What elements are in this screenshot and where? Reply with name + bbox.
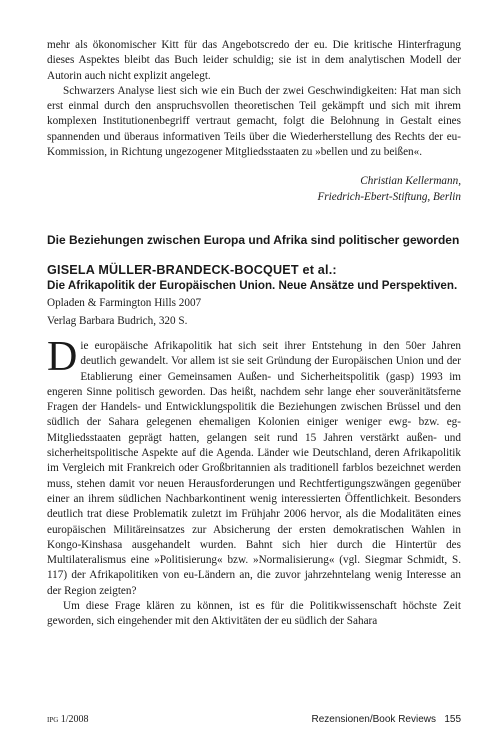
review-paragraph-1-text: ie europäische Afrikapolitik hat sich seit ihrer Entstehung in den 50er Jahren deutlich gewandelt. Vor allem ist sie seit Gründung der Europäischen Union und der Etablierung einer Gemeinsamen Außen- und Sicherheitspolitik (gasp) 1993 im engeren Sinne politisch geworden. Das heißt, nachdem sehr lange eher souveränitätsferne Fragen der Handels- und Entwicklungspolitik die Beziehungen zwischen Brüssel und den südlich der Sahara gelegenen ehemaligen Kolonien einiger weniger ewg- bzw. eg-Mitgliedsstaaten geprägt hatten, gelangen seit rund 15 Jahren verstärkt außen- und sicherheitspolitische Aspekte auf die Agenda. Länder wie Deutschland, deren Afrikapolitik im Vergleich mit Frankreich oder Großbritannien als traditionell farblos bezeichnet werden muss, stehen damit vor neuen Herausforderungen und Rechtfertigungszwängen gegenüber einer an ihrem südlichen Nachbarkontinent wenig interessierten Öffentlichkeit. Besonders deutlich trat diese Problematik zuletzt im Frühjahr 2006 hervor, als die Modalitäten eines europäischen Militäreinsatzes zur Absicherung der ersten demokratischen Wahlen in Kongo-Kinshasa ausgehandelt wurden. Bahnt sich hier durch die Hintertür des Multilateralismus eine »Politisierung« bzw. »Normalisierung« (vgl. Siegmar Schmidt, S. 117) der Afrikapolitiken von eu-Ländern an, die zuvor jahrzehntelang wenig Interesse an der Region zeigten? [47,339,461,597]
reviewer-name: Christian Kellermann, [360,175,461,188]
previous-review-paragraph-2: Schwarzers Analyse liest sich wie ein Buch der zwei Geschwindigkeiten: Hat man sich erst einmal durch den anspruchsvollen theoretischen Teil gekämpft und sich mit ihrem komplexen Institutionenbegriff vertraut gemacht, folgt die Belohnung in Gestalt eines spannenden und überaus informativen Teils über die Wiederherstellung des Rechts der eu-Kommission, in Richtung ungezogener Mitgliedsstaaten zu »bellen und zu beißen«. [47,84,461,159]
reviewer-affiliation: Friedrich-Ebert-Stiftung, Berlin [317,190,461,203]
footer-journal: ipg 1/2008 [47,714,89,725]
review-paragraph-1 [47,333,461,599]
footer-section-page: Rezensionen/Book Reviews 155 [311,714,461,725]
page-content [47,38,461,630]
book-title: Die Afrikapolitik der Europäischen Union. Neue Ansätze und Perspektiven. [47,278,458,292]
previous-review-paragraph-1: mehr als ökonomischer Kitt für das Angebotscredo der eu. Die kritische Hinterfragung dieses Aspektes bleibt das Buch leider schuldig; sie ist in dem analytischen Modell der Autorin auch nicht explizit angelegt. [47,39,461,82]
reviewer-signature [47,174,461,205]
drop-cap: D [47,333,78,380]
book-author: GISELA MÜLLER-BRANDECK-BOCQUET et al.: [47,262,337,277]
review-paragraph-2: Um diese Frage klären zu können, ist es für die Politikwissenschaft höchste Zeit geworden, sich eingehender mit den Aktivitäten der eu südlich der Sahara [47,600,461,628]
review-heading: Die Beziehungen zwischen Europa und Afrika sind politischer geworden [47,232,460,247]
book-place-year: Opladen & Farmington Hills 2007 [47,296,202,309]
book-publisher: Verlag Barbara Budrich, 320 S. [47,314,188,327]
